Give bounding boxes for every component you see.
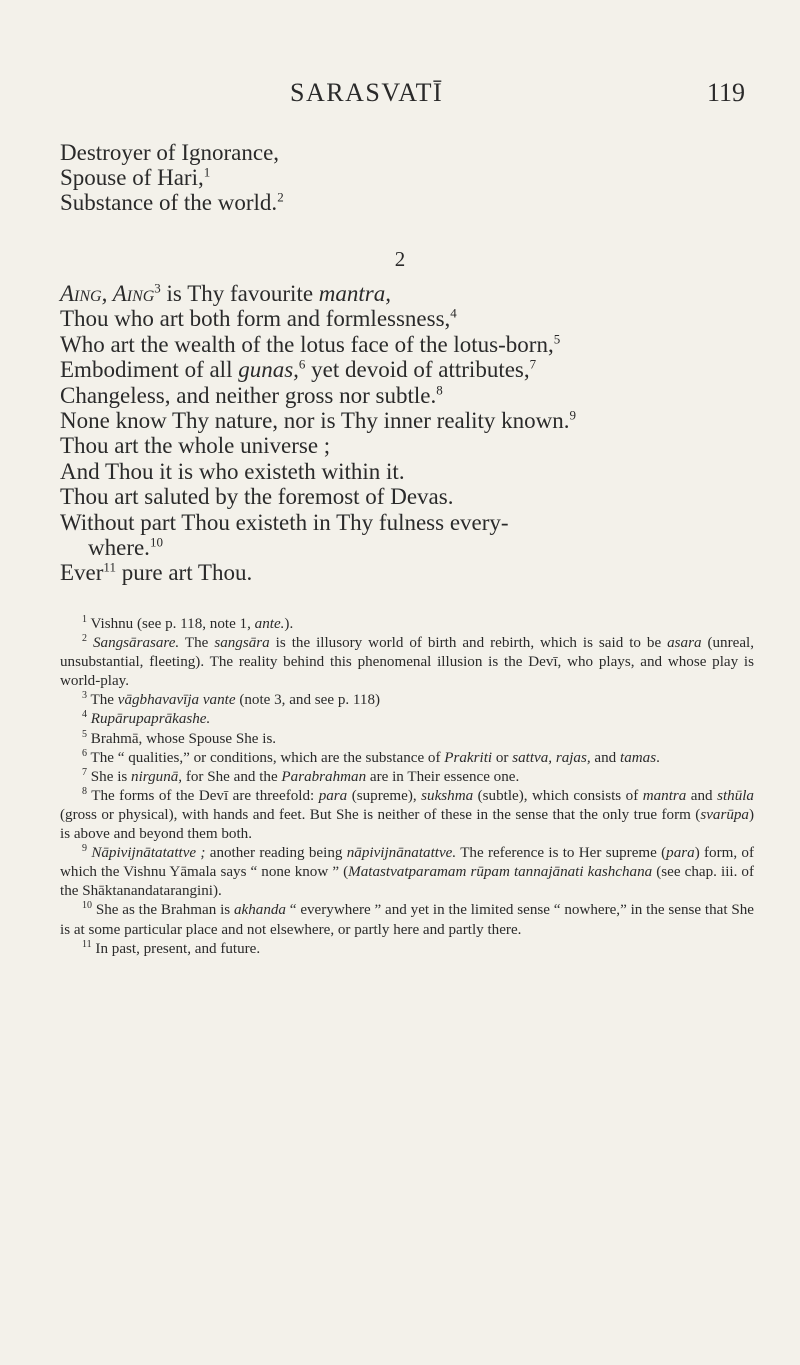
footnote: $^9$ Nāpivijnātatattve ; another reading being nāpivijnānatattve. The reference is to Her supreme (para) form, of which the Vishnu Yāmala says “ none know ” (Matastvatparamam rūpam tannajānati kashchana (see chap. iii. of the Shāktanandatarangini). <box>60 843 755 900</box>
footnote-ref: 11 <box>103 559 116 575</box>
footnote-ref: 7 <box>529 356 537 372</box>
verse-line: Who art the wealth of the lotus face of the lotus-born,$^5$ <box>60 331 561 357</box>
running-head-title: SARASVATĪ <box>290 78 444 107</box>
footnote: $^1$ Vishnu (see p. 118, note 1, ante.). <box>82 613 294 632</box>
footnote: $^2$ Sangsārasare. The sangsāra is the illusory world of birth and rebirth, which is said to be asara (unreal, unsubstantial, fleeting). The reality behind this phenomenal illusion is the Devī, who plays, and whose play is world-play. <box>60 633 754 690</box>
verse-line: Embodiment of all gunas,$^6$ yet devoid of attributes,$^7$ <box>60 356 537 383</box>
footnote-number: 1 <box>82 613 87 625</box>
footnote-number: 7 <box>82 766 87 778</box>
footnotes <box>60 615 754 959</box>
page-number: 119 <box>707 78 746 107</box>
verse-line: None know Thy nature, nor is Thy inner reality known.$^9$ <box>60 407 577 433</box>
footnote-ref: 4 <box>450 305 457 321</box>
footnote-ref: 8 <box>436 381 443 397</box>
verse-line: Thou who art both form and formlessness,$^4$ <box>60 305 457 332</box>
verse-line: where.$^{10}$ <box>88 534 163 560</box>
footnote-ref: 1 <box>203 164 211 180</box>
footnote-ref: 6 <box>298 356 306 372</box>
footnote: $^{11}$ In past, present, and future. <box>82 938 261 957</box>
verse-stanza-2 <box>60 282 750 587</box>
footnote-number: 6 <box>82 747 87 759</box>
footnote-ref: 3 <box>154 280 161 296</box>
running-head <box>0 78 800 118</box>
footnote: $^4$ Rupārupaprākashe. <box>82 709 211 728</box>
footnote-number: 8 <box>82 785 87 797</box>
footnote-number: 10 <box>82 900 92 912</box>
footnote: $^8$ The forms of the Devī are threefold: para (supreme), sukshma (subtle), which consists of mantra and sthūla (gross or physical), with hands and feet. But She is neither of these in the sense that the only true form (svarūpa) is above and beyond them both. <box>60 785 754 843</box>
footnote: $^7$ She is nirgunā, for She and the Parabrahman are in Their essence one. <box>82 766 520 785</box>
verse-line: Destroyer of Ignorance, <box>60 140 280 165</box>
footnote: $^3$ The vāgbhavavīja vante (note 3, and see p. 118) <box>82 690 381 709</box>
footnote: $^6$ The “ qualities,” or conditions, which are the substance of Prakriti or sattva, rajas, and tamas. <box>82 747 660 766</box>
footnote-ref: 9 <box>569 407 577 423</box>
footnote-number: 11 <box>82 938 92 950</box>
verse-line: Thou art the whole universe ; <box>60 433 331 459</box>
footnote-number: 4 <box>82 709 87 721</box>
footnote-number: 2 <box>82 633 87 645</box>
footnote-number: 5 <box>82 728 87 740</box>
verse-line: Aing, Aing$^3$ is Thy favourite mantra, <box>60 280 391 306</box>
footnote-ref: 10 <box>149 534 163 550</box>
verse-line: Substance of the world.$^2$ <box>60 188 284 215</box>
verse-line: Spouse of Hari,$^1$ <box>60 164 211 190</box>
footnote-ref: 2 <box>277 188 284 204</box>
verse-line: Ever$^{11}$ pure art Thou. <box>60 559 253 586</box>
verse-line: And Thou it is who existeth within it. <box>60 458 405 484</box>
verse-line: Thou art saluted by the foremost of Devas. <box>60 484 454 510</box>
footnote-number: 3 <box>82 690 87 702</box>
footnote: $^5$ Brahmā, whose Spouse She is. <box>82 728 277 747</box>
verse-line: Without part Thou existeth in Thy fulness every- <box>60 509 509 535</box>
footnote-number: 9 <box>82 843 87 855</box>
footnote-ref: 5 <box>553 331 561 347</box>
footnote: $^{10}$ She as the Brahman is akhanda “ everywhere ” and yet in the limited sense “ nowhere,” in the sense that She is at some particular place and not elsewhere, or partly here and partly there. <box>60 900 755 938</box>
verse-line: Changeless, and neither gross nor subtle.$^8$ <box>60 381 443 408</box>
stanza-number: 2 <box>394 247 406 271</box>
verse-stanza-1 <box>60 141 750 215</box>
